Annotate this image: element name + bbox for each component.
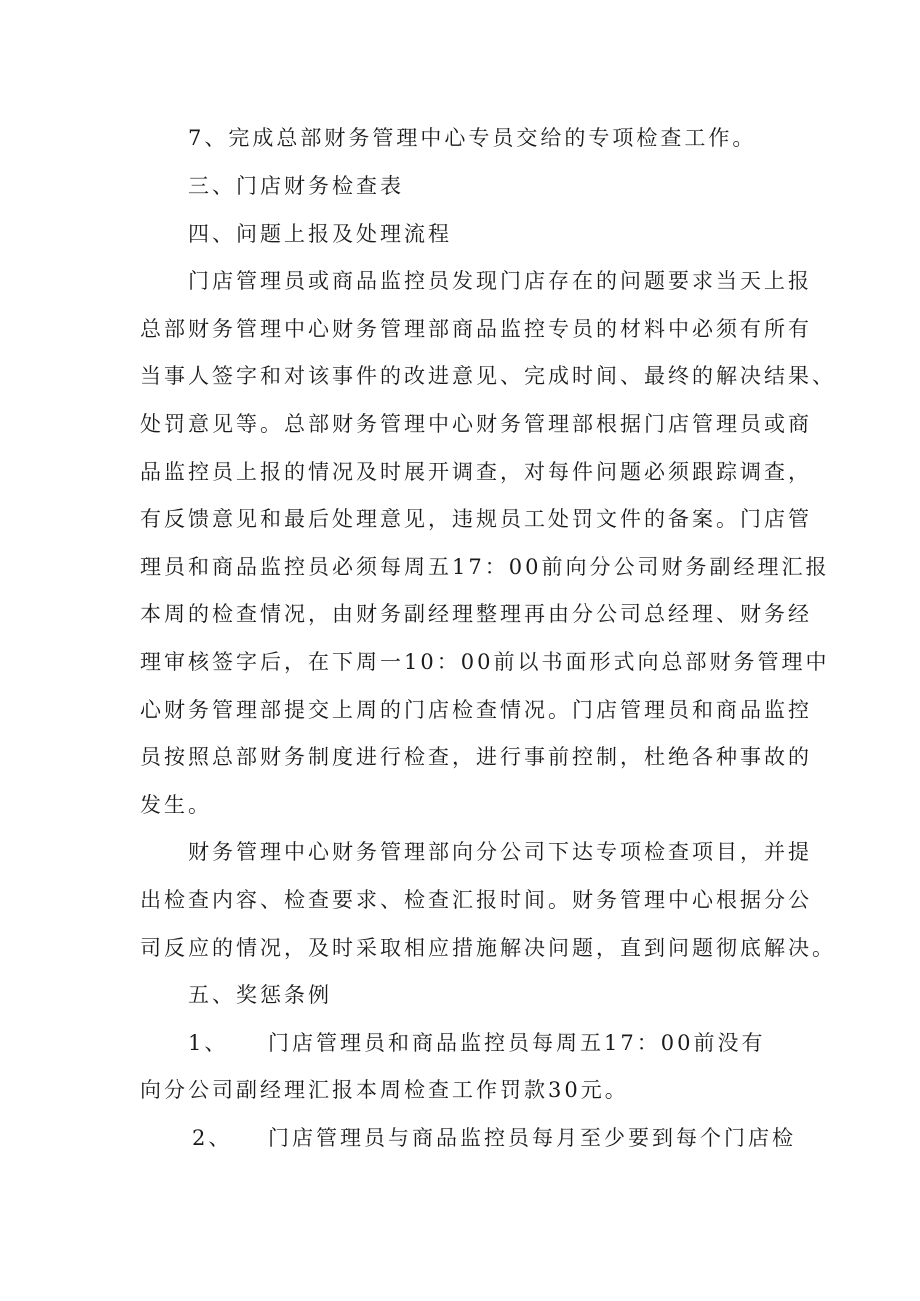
paragraph-line: 总部财务管理中心财务管理部商品监控专员的材料中必须有所有 (140, 317, 812, 341)
section-heading-5: 五、奖惩条例 (188, 983, 332, 1007)
rule-text: 门店管理员与商品监控员每月至少要到每个门店检 (268, 1126, 796, 1150)
paragraph-line: 员按照总部财务制度进行检查，进行事前控制，杜绝各种事故的 (140, 745, 812, 769)
paragraph-line: 品监控员上报的情况及时展开调查，对每件问题必须跟踪调查， (140, 460, 812, 484)
rule-text: 门店管理员和商品监控员每周五17：00前没有 (268, 1031, 766, 1055)
list-item-7: 7、完成总部财务管理中心专员交给的专项检查工作。 (188, 126, 757, 150)
section-heading-3: 三、门店财务检查表 (188, 174, 404, 198)
paragraph-line: 财务管理中心财务管理部向分公司下达专项检查项目，并提 (188, 840, 812, 864)
paragraph-line: 出检查内容、检查要求、检查汇报时间。财务管理中心根据分公 (140, 888, 812, 912)
paragraph-line: 理员和商品监控员必须每周五17：00前向分公司财务副经理汇报 (140, 555, 830, 579)
rule-number: 1、 (188, 1031, 229, 1055)
paragraph-line: 处罚意见等。总部财务管理中心财务管理部根据门店管理员或商 (140, 412, 812, 436)
rule-number: 2、 (192, 1126, 233, 1150)
paragraph-line: 理审核签字后，在下周一10：00前以书面形式向总部财务管理中 (140, 650, 830, 674)
paragraph-line: 本周的检查情况，由财务副经理整理再由分公司总经理、财务经 (140, 602, 812, 626)
section-heading-4: 四、问题上报及处理流程 (188, 222, 452, 246)
paragraph-line: 发生。 (140, 793, 212, 817)
paragraph-line: 门店管理员或商品监控员发现门店存在的问题要求当天上报 (188, 269, 812, 293)
paragraph-line: 心财务管理部提交上周的门店检查情况。门店管理员和商品监控 (140, 698, 812, 722)
paragraph-line: 司反应的情况，及时采取相应措施解决问题，直到问题彻底解决。 (140, 936, 836, 960)
paragraph-line: 有反馈意见和最后处理意见，违规员工处罚文件的备案。门店管 (140, 507, 812, 531)
rule-text-continued: 向分公司副经理汇报本周检查工作罚款30元。 (140, 1078, 629, 1102)
paragraph-line: 当事人签字和对该事件的改进意见、完成时间、最终的解决结果、 (140, 364, 836, 388)
